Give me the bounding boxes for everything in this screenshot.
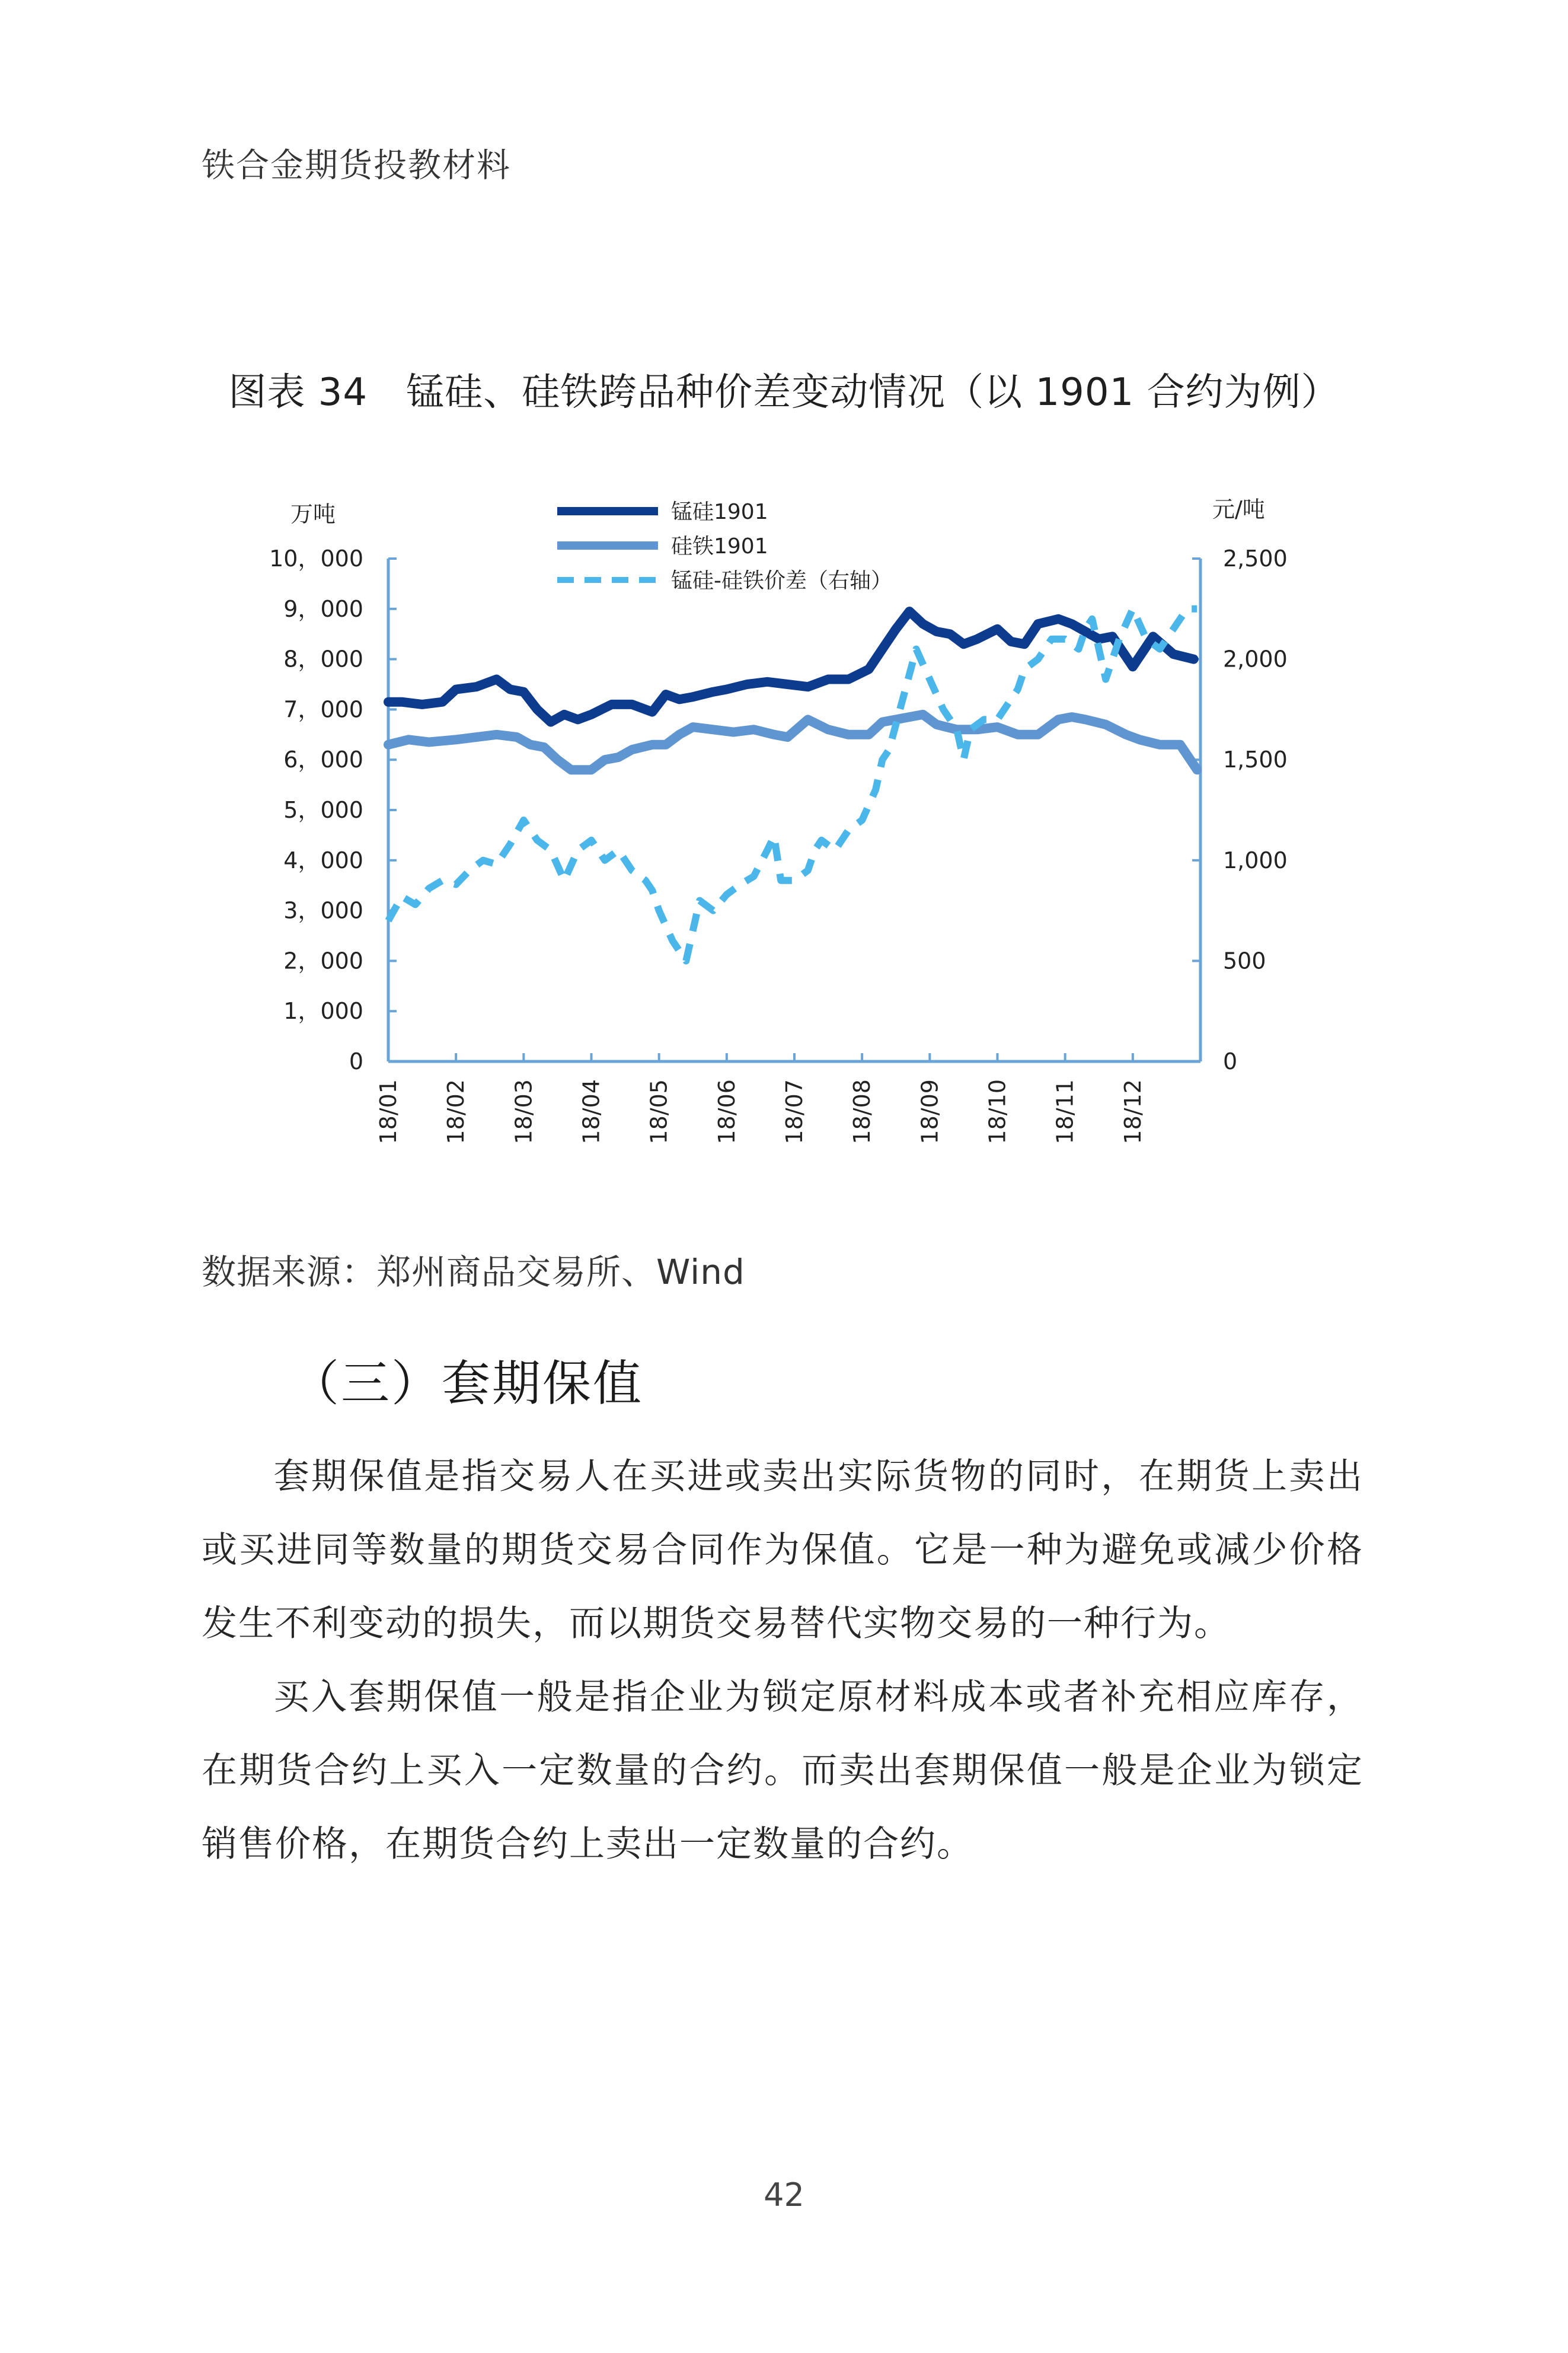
right-tick-label: 2,000 xyxy=(1223,646,1288,672)
left-tick-label: 10，000 xyxy=(269,546,363,572)
left-tick-label: 8，000 xyxy=(283,646,363,672)
x-tick-label: 18/01 xyxy=(375,1079,401,1144)
x-tick-label: 18/12 xyxy=(1119,1079,1146,1144)
legend-label-2: 硅铁1901 xyxy=(671,534,768,559)
left-tick-label: 7，000 xyxy=(283,696,363,723)
right-tick-label: 2,500 xyxy=(1223,546,1288,572)
legend-label-3: 锰硅-硅铁价差（右轴） xyxy=(671,569,892,593)
x-tick-label: 18/02 xyxy=(443,1079,470,1144)
right-axis-unit: 元/吨 xyxy=(1212,496,1265,522)
x-tick-label: 18/09 xyxy=(916,1079,943,1144)
x-tick-label: 18/04 xyxy=(578,1079,605,1144)
series-line-1 xyxy=(388,611,1194,722)
right-tick-label: 1,500 xyxy=(1223,747,1288,773)
figure-title: 图表 34 锰硅、硅铁跨品种价差变动情况（以 1901 合约为例） xyxy=(228,371,1340,415)
left-tick-label: 9，000 xyxy=(283,595,363,622)
left-tick-label: 4，000 xyxy=(283,847,363,873)
paragraph-hedging-definition xyxy=(202,1440,1363,1660)
right-tick-label: 0 xyxy=(1223,1048,1238,1075)
section-heading: （三）套期保值 xyxy=(290,1356,644,1412)
x-tick-label: 18/05 xyxy=(646,1079,672,1144)
x-tick-label: 18/11 xyxy=(1052,1079,1078,1144)
left-tick-label: 1，000 xyxy=(283,998,363,1025)
paragraph-text: 买入套期保值一般是指企业为锁定原材料成本或者补充相应库存，在期货合约上买入一定数量的合约。而卖出套期保值一般是企业为锁定销售价格，在期货合约上卖出一定数量的合约。 xyxy=(202,1676,1363,1865)
page-header: 铁合金期货投教材料 xyxy=(202,146,511,185)
left-tick-label: 5，000 xyxy=(283,797,363,823)
left-tick-label: 2，000 xyxy=(283,948,363,974)
x-tick-label: 18/08 xyxy=(849,1079,876,1144)
data-source-note: 数据来源：郑州商品交易所、Wind xyxy=(202,1252,745,1292)
right-tick-label: 500 xyxy=(1223,948,1266,974)
x-tick-label: 18/07 xyxy=(781,1079,807,1144)
chart-container xyxy=(255,486,1310,1198)
series-line-3 xyxy=(388,609,1197,961)
x-tick-label: 18/06 xyxy=(713,1079,740,1144)
paragraph-text: 套期保值是指交易人在买进或卖出实际货物的同时，在期货上卖出或买进同等数量的期货交易合同作为保值。它是一种为避免或减少价格发生不利变动的损失，而以期货交易替代实物交易的一种行为。 xyxy=(202,1456,1363,1644)
page-number: 42 xyxy=(764,2176,804,2214)
left-axis-unit: 万吨 xyxy=(290,501,336,527)
left-tick-label: 6，000 xyxy=(283,747,363,773)
x-tick-label: 18/03 xyxy=(510,1079,537,1144)
left-tick-label: 0 xyxy=(349,1048,363,1075)
right-tick-label: 1,000 xyxy=(1223,847,1288,873)
x-tick-label: 18/10 xyxy=(984,1079,1011,1144)
paragraph-buy-sell-hedge xyxy=(202,1660,1363,1881)
legend-label-1: 锰硅1901 xyxy=(671,500,768,524)
series-line-2 xyxy=(388,715,1197,770)
left-tick-label: 3，000 xyxy=(283,897,363,924)
spread-line-chart xyxy=(255,486,1310,1198)
